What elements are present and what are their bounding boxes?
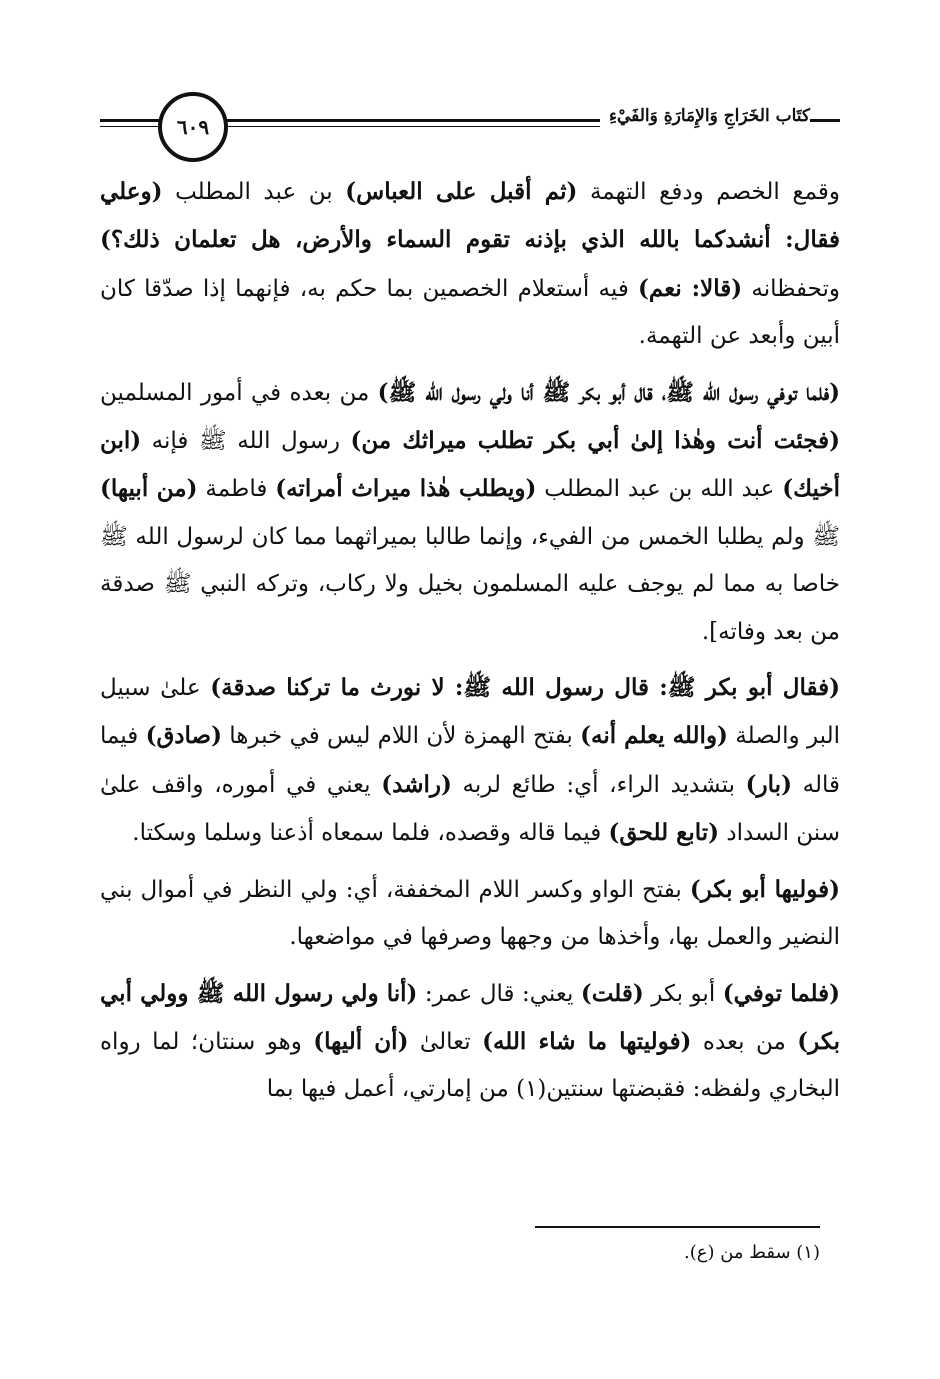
paragraph — [100, 369, 840, 656]
commentary-text: تعالىٰ — [408, 1028, 483, 1055]
commentary-text: وتحفظانه — [742, 275, 840, 302]
hadith-quote: (أن أليها) — [313, 1027, 409, 1055]
footnote-separator — [535, 1226, 820, 1228]
hadith-quote: (فجئت أنت وهٰذا إلىٰ أبي بكر تطلب ميراثك من) — [350, 427, 841, 455]
commentary-text: من بعده في أمور المسلمين — [100, 379, 378, 406]
header-rule — [222, 119, 600, 122]
paragraph — [100, 664, 840, 858]
commentary-text: أبو بكر — [643, 980, 723, 1007]
header-rule — [810, 119, 840, 122]
hadith-quote: (فلما توفي) — [722, 979, 840, 1007]
hadith-quote: (بار) — [745, 770, 792, 798]
hadith-quote: (راشد) — [381, 770, 452, 798]
commentary-text: رسول الله ﷺ فإنه — [141, 428, 351, 455]
commentary-text: يعني في أموره، واقف علىٰ سنن السداد — [100, 771, 840, 847]
paragraph — [100, 866, 840, 962]
hadith-quote: (وعلي فقال: أنشدكما بالله الذي بإذنه تقوم السماء والأرض، هل تعلمان ذلك؟) — [100, 178, 840, 254]
hadith-quote: (فلما توفي رسول الله ﷺ، قال أبو بكر ﷺ أنا ولي رسول الله ﷺ) — [377, 378, 840, 406]
commentary-text: بتشديد الراء، أي: طائع لربه — [451, 771, 746, 798]
commentary-text: عبد الله بن عبد المطلب — [536, 476, 783, 503]
hadith-quote: (تابع للحق) — [608, 819, 720, 847]
page-number-text: ٦٠٩ — [176, 115, 210, 139]
commentary-text: ﷺ ولم يطلبا الخمس من الفيء، وإنما طالبا بميراثهما مما كان لرسول الله ﷺ خاصا به مما لم يوجف عليه المسلمون بخيل ولا ركاب، وتركه النبي ﷺ صدقة من بعد وفاته]. — [100, 523, 840, 645]
header-rule — [100, 119, 160, 122]
hadith-quote: (والله يعلم أنه) — [580, 722, 728, 750]
book-title: كتَاب الخَرَاجِ وَالإِمَارَةِ وَالفَيْءِ — [608, 106, 810, 126]
commentary-text: فاطمة — [197, 476, 276, 503]
hadith-quote: (فوليها أبو بكر) — [689, 875, 840, 903]
commentary-text: يعني: قال عمر: — [417, 980, 581, 1007]
commentary-text: فيه أستعلام الخصمين بما حكم به، فإنهما إذا صدّقا كان أبين وأبعد عن التهمة. — [100, 275, 840, 350]
commentary-text: علىٰ سبيل البر والصلة — [100, 675, 841, 750]
footnote: (١) سقط من (ع). — [683, 1242, 820, 1263]
hadith-quote: (قالا: نعم) — [638, 274, 743, 302]
hadith-quote: (أنا ولي رسول الله ﷺ وولي أبي بكر) — [100, 979, 840, 1055]
commentary-text: فيما قاله — [100, 723, 840, 798]
hadith-quote: (من أبيها) — [100, 475, 198, 503]
hadith-quote: (قلت) — [580, 979, 644, 1007]
hadith-quote: (فقال أبو بكر ﷺ: قال رسول الله ﷺ: لا نورث ما تركنا صدقة) — [210, 674, 841, 702]
hadith-quote: (ثم أقبل على العباس) — [345, 178, 578, 205]
commentary-text: بفتح الواو وكسر اللام المخففة، أي: ولي النظر في أموال بني النضير والعمل بها، وأخذها من وجهها وصرفها في مواضعها. — [100, 876, 840, 951]
paragraph — [100, 168, 840, 361]
hadith-quote: (فوليتها ما شاء الله) — [482, 1027, 692, 1055]
body-text — [100, 168, 840, 1114]
commentary-text: وهو سنتان؛ لما رواه البخاري ولفظه: فقبضتها سنتين(١) من إمارتي، أعمل فيها بما — [100, 1028, 840, 1103]
commentary-text: بفتح الهمزة لأن اللام ليس في خبرها — [221, 723, 581, 750]
commentary-text: وقمع الخصم ودفع التهمة — [577, 179, 840, 205]
commentary-text: فيما قاله وقصده، فلما سمعاه أذعنا وسلما وسكتا. — [132, 820, 609, 847]
header-rule-thin — [100, 126, 160, 127]
header-rule-thin — [222, 126, 600, 127]
hadith-quote: (صادق) — [145, 722, 222, 750]
commentary-text: من بعده — [691, 1028, 798, 1055]
commentary-text: بن عبد المطلب — [162, 179, 346, 205]
hadith-quote: (ويطلب هٰذا ميراث أمراته) — [275, 475, 537, 503]
paragraph — [100, 970, 840, 1114]
page-header — [100, 88, 840, 162]
hadith-quote: (ابن أخيك) — [100, 427, 841, 503]
page-number — [158, 92, 228, 162]
